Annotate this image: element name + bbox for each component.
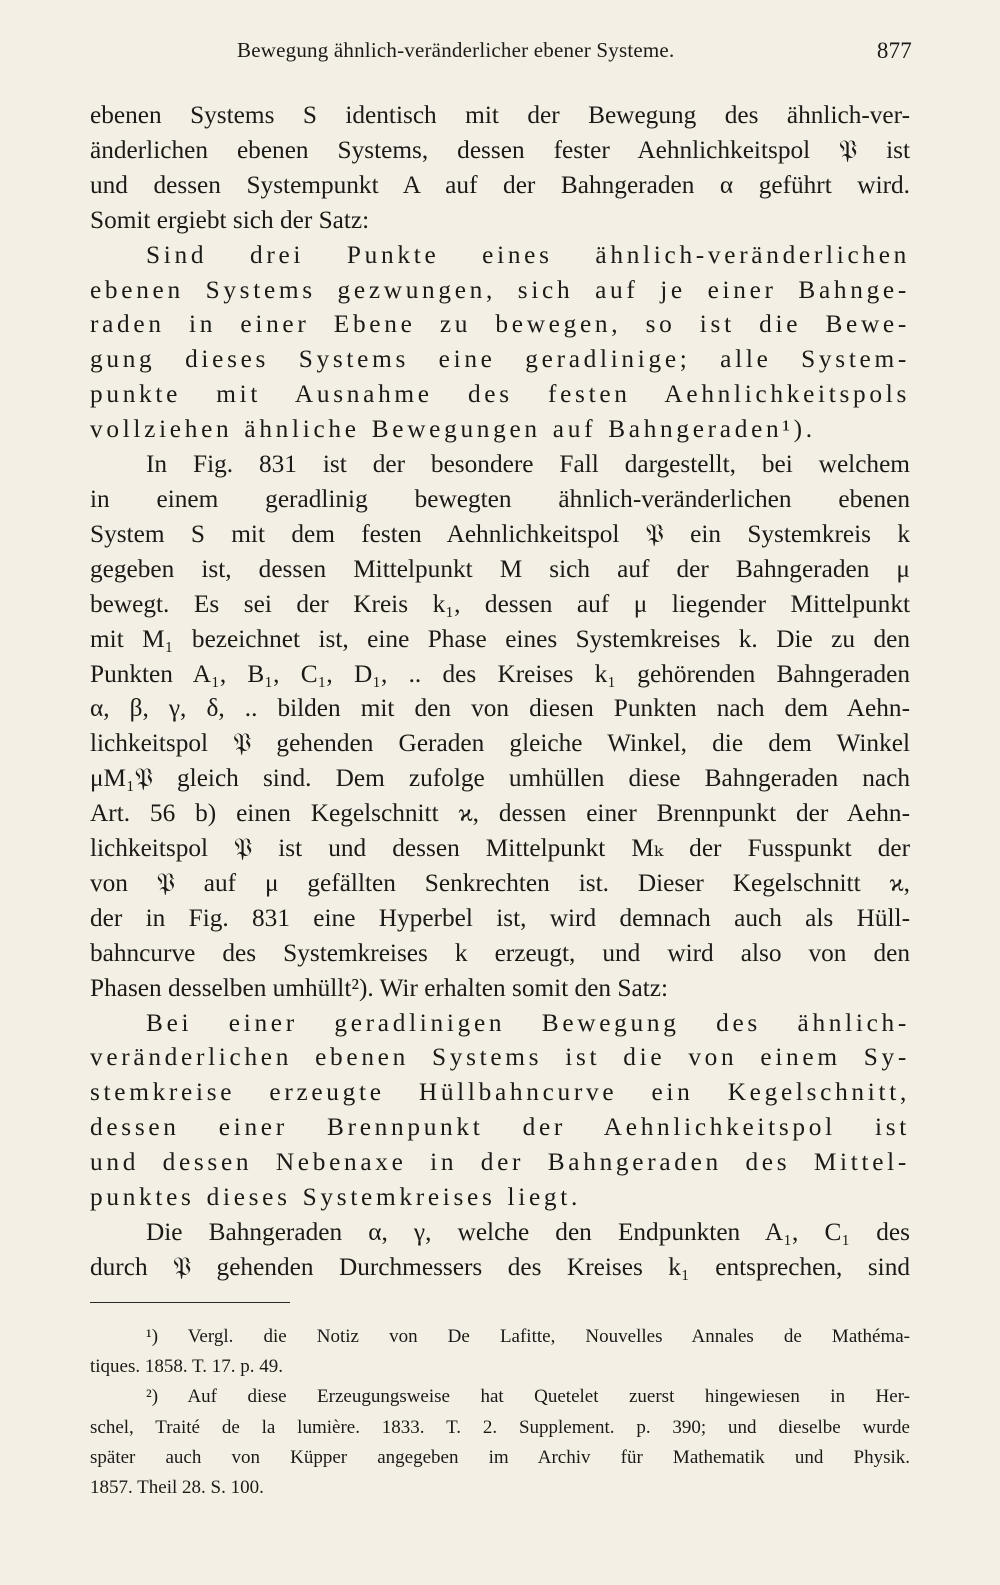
text-line: und dessen Systempunkt A auf der Bahngeraden α geführt wird.: [90, 170, 910, 199]
text-line: der in Fig. 831 eine Hyperbel ist, wird demnach auch als Hüll-: [90, 903, 910, 932]
text-line: und dessen Nebenaxe in der Bahngeraden des Mittel-: [90, 1148, 910, 1177]
text-line: gegeben ist, dessen Mittelpunkt M sich auf der Bahngeraden μ: [90, 554, 910, 583]
text-line: Sind drei Punkte eines ähnlich-veränderlichen: [146, 240, 910, 269]
footnote-line: 1857. Theil 28. S. 100.: [90, 1477, 264, 1499]
footnote-rule: [90, 1302, 290, 1303]
text-line: lichkeitspol 𝔓 gehenden Geraden gleiche Winkel, die dem Winkel: [90, 729, 910, 758]
text-line: stemkreise erzeugte Hüllbahncurve ein Kegelschnitt,: [90, 1078, 910, 1107]
text-line: von 𝔓 auf μ gefällten Senkrechten ist. Dieser Kegelschnitt ϰ,: [90, 868, 910, 897]
text-line: vollziehen ähnliche Bewegungen auf Bahngeraden¹).: [90, 415, 816, 444]
text-line: μM₁𝔓 gleich sind. Dem zufolge umhüllen diese Bahngeraden nach: [90, 764, 910, 793]
footnotes: [90, 1322, 910, 1503]
body-text: [90, 98, 910, 1285]
text-line: Art. 56 b) einen Kegelschnitt ϰ, dessen einer Brennpunkt der Aehn-: [90, 799, 910, 828]
footnote-line: ²) Auf diese Erzeugungsweise hat Quetelet zuerst hingewiesen in Her-: [146, 1386, 910, 1408]
page-number: 877: [876, 38, 912, 63]
text-line: Bei einer geradlinigen Bewegung des ähnlich-: [146, 1008, 910, 1037]
text-line: punkte mit Ausnahme des festen Aehnlichkeitspols: [90, 380, 910, 409]
footnote-line: schel, Traité de la lumière. 1833. T. 2. Supplement. p. 390; und dieselbe wurde: [90, 1416, 910, 1438]
text-line: ebenen Systems S identisch mit der Bewegung des ähnlich-ver-: [90, 101, 910, 129]
text-line: bahncurve des Systemkreises k erzeugt, und wird also von den: [90, 938, 910, 967]
text-line: Somit ergiebt sich der Satz:: [90, 205, 370, 234]
text-line: bewegt. Es sei der Kreis k₁, dessen auf μ liegender Mittelpunkt: [90, 589, 910, 618]
text-line: Die Bahngeraden α, γ, welche den Endpunkten A₁, C₁ des: [146, 1218, 910, 1246]
text-line: änderlichen ebenen Systems, dessen fester Aehnlichkeitspol 𝔓 ist: [90, 135, 910, 164]
text-line: Phasen desselben umhüllt²). Wir erhalten somit den Satz:: [90, 973, 668, 1002]
text-line: veränderlichen ebenen Systems ist die von einem Sy-: [90, 1043, 910, 1072]
text-line: punktes dieses Systemkreises liegt.: [90, 1183, 582, 1212]
text-line: mit M₁ bezeichnet ist, eine Phase eines Systemkreises k. Die zu den: [90, 624, 910, 653]
text-line: gung dieses Systems eine geradlinige; alle System-: [90, 345, 910, 374]
text-line: Punkten A₁, B₁, C₁, D₁, .. des Kreises k₁ gehörenden Bahngeraden: [90, 659, 910, 688]
text-line: lichkeitspol 𝔓 ist und dessen Mittelpunkt Mₖ der Fusspunkt der: [90, 834, 910, 863]
text-line: In Fig. 831 ist der besondere Fall dargestellt, bei welchem: [146, 450, 910, 479]
footnote-line: ¹) Vergl. die Notiz von De Lafitte, Nouvelles Annales de Mathéma-: [146, 1326, 910, 1347]
text-line: System S mit dem festen Aehnlichkeitspol 𝔓 ein Systemkreis k: [90, 519, 910, 548]
text-line: dessen einer Brennpunkt der Aehnlichkeitspol ist: [90, 1113, 910, 1142]
text-line: durch 𝔓 gehenden Durchmessers des Kreises k₁ entsprechen, sind: [90, 1252, 910, 1281]
text-line: in einem geradlinig bewegten ähnlich-veränderlichen ebenen: [90, 484, 910, 513]
text-line: α, β, γ, δ, .. bilden mit den von diesen Punkten nach dem Aehn-: [90, 694, 910, 723]
text-line: raden in einer Ebene zu bewegen, so ist die Bewe-: [90, 310, 910, 339]
footnote-line: später auch von Küpper angegeben im Archiv für Mathematik und Physik.: [90, 1446, 910, 1468]
text-line: ebenen Systems gezwungen, sich auf je einer Bahnge-: [90, 275, 910, 304]
footnote-line: tiques. 1858. T. 17. p. 49.: [90, 1356, 283, 1378]
running-head-title: Bewegung ähnlich-veränderlicher ebener Systeme.: [237, 38, 675, 62]
running-head: [237, 38, 912, 74]
